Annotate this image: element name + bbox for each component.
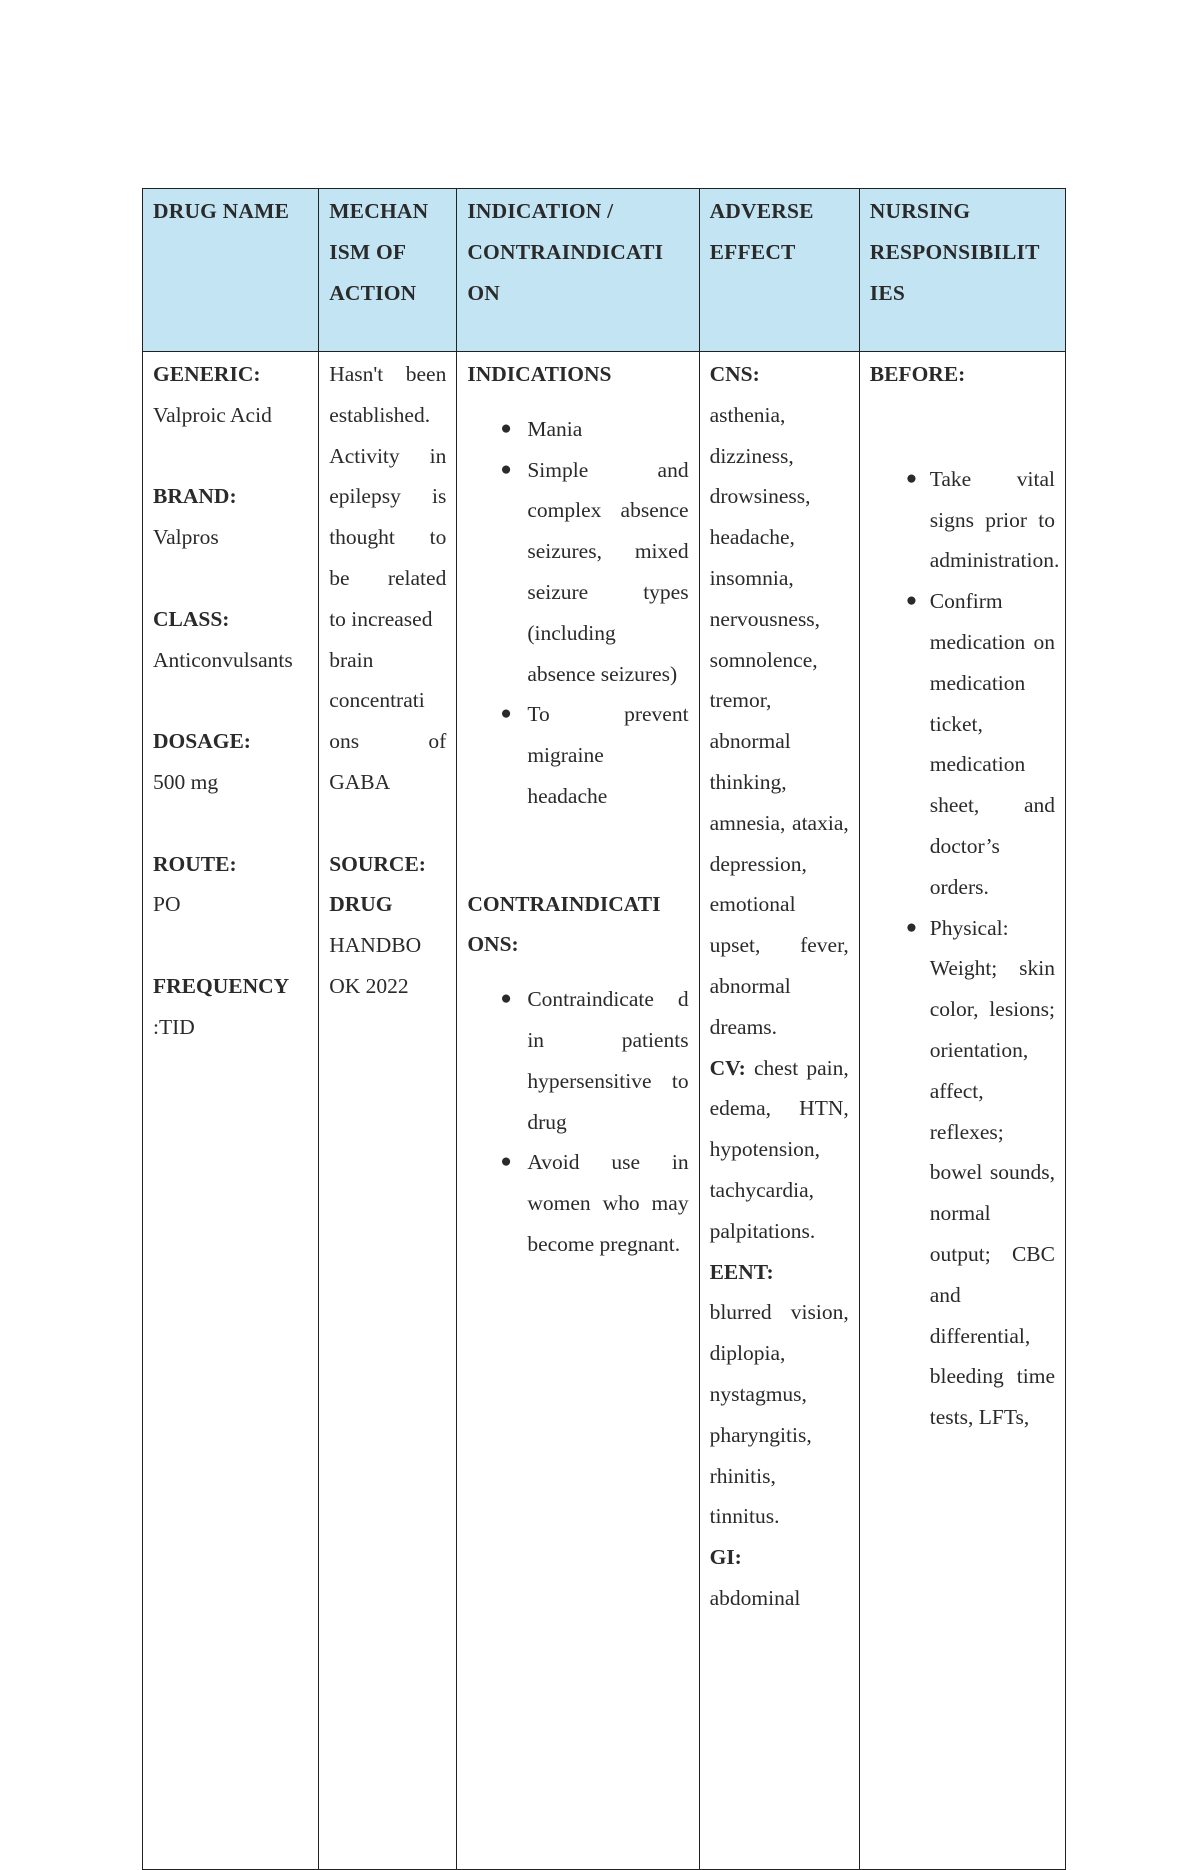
list-item: ● Contraindicate d in patients hypersensitive to drug	[467, 979, 688, 1142]
brand-label: BRAND:	[153, 484, 237, 509]
contraindications-list	[467, 979, 688, 1265]
generic-label: GENERIC:	[153, 362, 261, 386]
nursing-list	[870, 459, 1060, 1438]
list-item: ● Mania	[467, 409, 688, 450]
drug-name-cell	[143, 352, 319, 1870]
list-item: ● Physical: Weight; skin color, lesions; orientation, affect, reflexes; bowel sounds, normal output; CBC and differential, bleeding time tests, LFTs,	[870, 908, 1055, 1438]
list-item: ● To prevent migraine headache	[467, 694, 688, 816]
dosage-value: 500 mg	[153, 769, 219, 794]
header-nursing: NURSING RESPONSIBILIT IES	[859, 189, 1065, 352]
bullet-icon: ●	[500, 1151, 512, 1173]
list-item: ● Confirm medication on medication ticket, medication sheet, and doctor’s orders.	[870, 581, 1055, 907]
class-value: Anticonvulsants	[153, 647, 293, 672]
bullet-icon: ●	[500, 988, 512, 1010]
route-value: PO	[153, 892, 181, 917]
brand-value: Valpros	[153, 525, 219, 550]
bullet-icon: ●	[500, 417, 512, 439]
generic-value: Valproic Acid	[153, 402, 272, 427]
bullet-icon: ●	[500, 458, 512, 480]
mechanism-text: Hasn't been established. Activity in epilepsy is thought to be related to increased brain concentrati ons of GABA	[329, 362, 447, 794]
drug-study-table	[142, 188, 1066, 1870]
drug-row	[143, 352, 1066, 1870]
header-row	[143, 189, 1066, 352]
indication-cell	[457, 352, 699, 1870]
cns-effects: CNS: asthenia, dizziness, drowsiness, headache, insomnia, nervousness, somnolence, tremor, abnormal thinking, amnesia, ataxia, depression, emotional upset, fever, abnormal dreams.	[709, 362, 849, 1039]
bullet-icon: ●	[905, 467, 918, 489]
indications-heading: INDICATIONS	[467, 362, 612, 386]
gi-effects: GI: abdominal	[709, 1545, 801, 1610]
cv-effects: CV: chest pain, edema, HTN, hypotension, tachycardia, palpitations.	[709, 1055, 849, 1243]
contraindications-heading: CONTRAINDICATI ONS:	[467, 891, 661, 957]
mechanism-cell	[319, 352, 457, 1870]
header-adverse-effect: ADVERSE EFFECT	[699, 189, 859, 352]
bullet-icon: ●	[500, 703, 512, 725]
source-label: SOURCE: DRUG	[329, 851, 426, 917]
before-label: BEFORE:	[869, 362, 966, 386]
adverse-effect-cell	[699, 352, 859, 1870]
eent-effects: EENT: blurred vision, diplopia, nystagmus, pharyngitis, rhinitis, tinnitus.	[709, 1259, 849, 1529]
header-mechanism: MECHAN ISM OF ACTION	[319, 189, 457, 352]
frequency-value: :TID	[153, 1014, 195, 1039]
list-item: ● Avoid use in women who may become pregnant.	[467, 1142, 688, 1264]
bullet-icon: ●	[905, 590, 918, 612]
source-value: HANDBO OK 2022	[329, 933, 422, 998]
header-drug-name: DRUG NAME	[143, 189, 319, 352]
list-item: ● Take vital signs prior to administration.	[870, 459, 1055, 581]
nursing-cell	[859, 352, 1065, 1870]
class-label: CLASS:	[153, 606, 230, 631]
indications-list	[467, 409, 688, 817]
dosage-label: DOSAGE:	[153, 729, 251, 754]
route-label: ROUTE:	[153, 851, 237, 876]
bullet-icon: ●	[905, 916, 918, 938]
header-indication: INDICATION / CONTRAINDICATI ON	[457, 189, 699, 352]
list-item: ● Simple and complex absence seizures, mixed seizure types (including absence seizures)	[467, 450, 688, 695]
frequency-label: FREQUENCY	[153, 973, 290, 998]
